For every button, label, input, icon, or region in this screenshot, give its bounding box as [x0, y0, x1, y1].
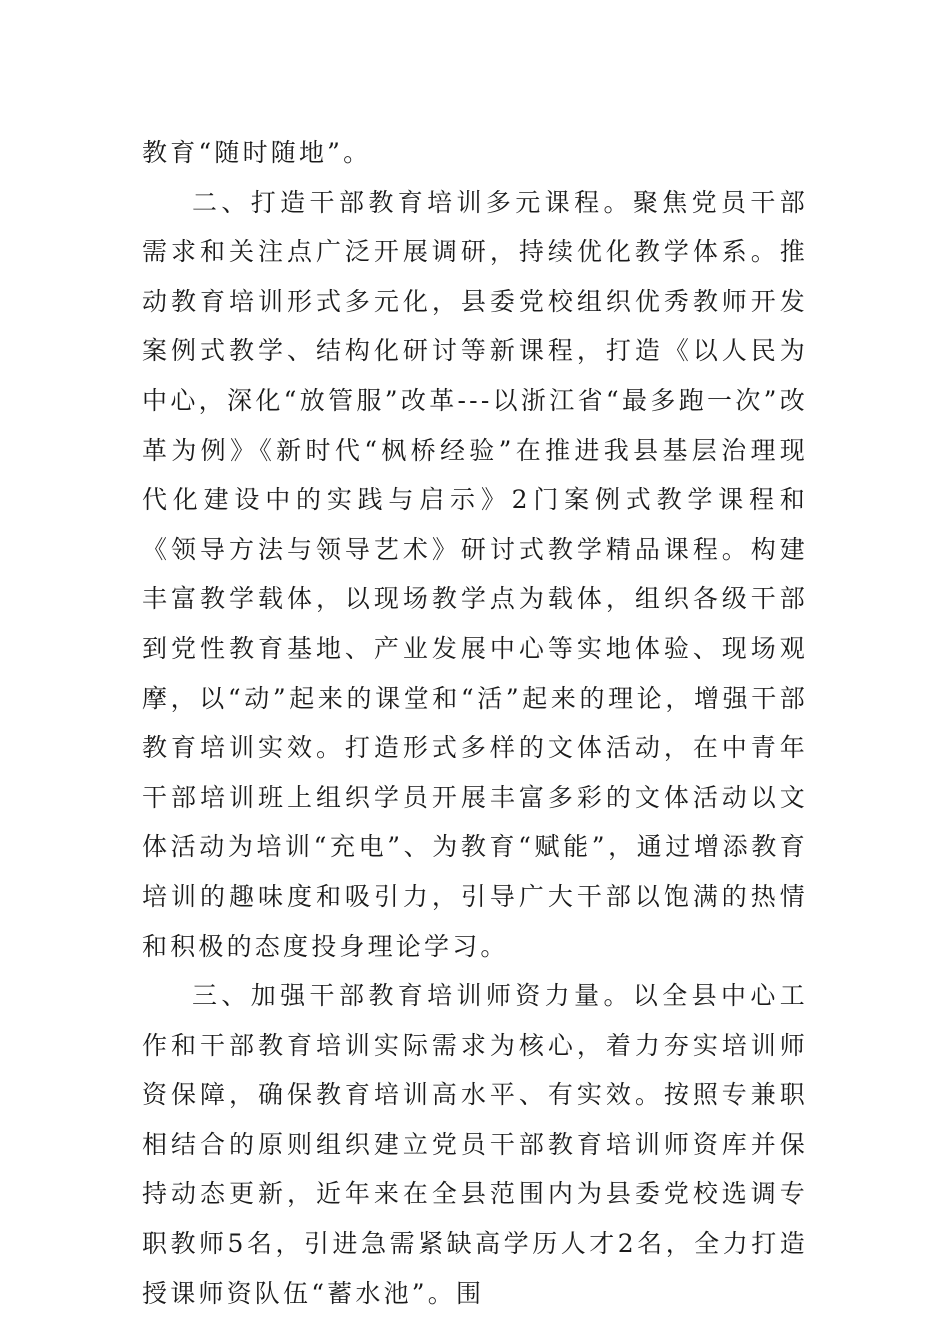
paragraph-section-two: 二、打造干部教育培训多元课程。聚焦党员干部需求和关注点广泛开展调研，持续优化教学体系。推动教育培训形式多元化，县委党校组织优秀教师开发案例式教学、结构化研讨等新课程，打造《以人民为中心，深化“放管服”改革---以浙江省“最多跑一次”改革为例》《新时代“枫桥经验”在推进我县基层治理现代化建设中的实践与启示》2门案例式教学课程和《领导方法与领导艺术》研讨式教学精品课程。构建丰富教学载体，以现场教学点为载体，组织各级干部到党性教育基地、产业发展中心等实地体验、现场观摩，以“动”起来的课堂和“活”起来的理论，增强干部教育培训实效。打造形式多样的文体活动，在中青年干部培训班上组织学员开展丰富多彩的文体活动以文体活动为培训“充电”、为教育“赋能”，通过增添教育培训的趣味度和吸引力，引导广大干部以饱满的热情和积极的态度投身理论学习。 [142, 187, 808, 961]
paragraph-section-three: 三、加强干部教育培训师资力量。以全县中心工作和干部教育培训实际需求为核心，着力夯实培训师资保障，确保教育培训高水平、有实效。按照专兼职相结合的原则组织建立党员干部教育培训师资库并保持动态更新，近年来在全县范围内为县委党校选调专职教师5名，引进急需紧缺高学历人才2名，全力打造授课师资队伍“蓄水池”。围 [142, 981, 808, 1308]
document-body [142, 128, 808, 1318]
paragraph-continuation: 教育“随时随地”。 [142, 138, 372, 167]
